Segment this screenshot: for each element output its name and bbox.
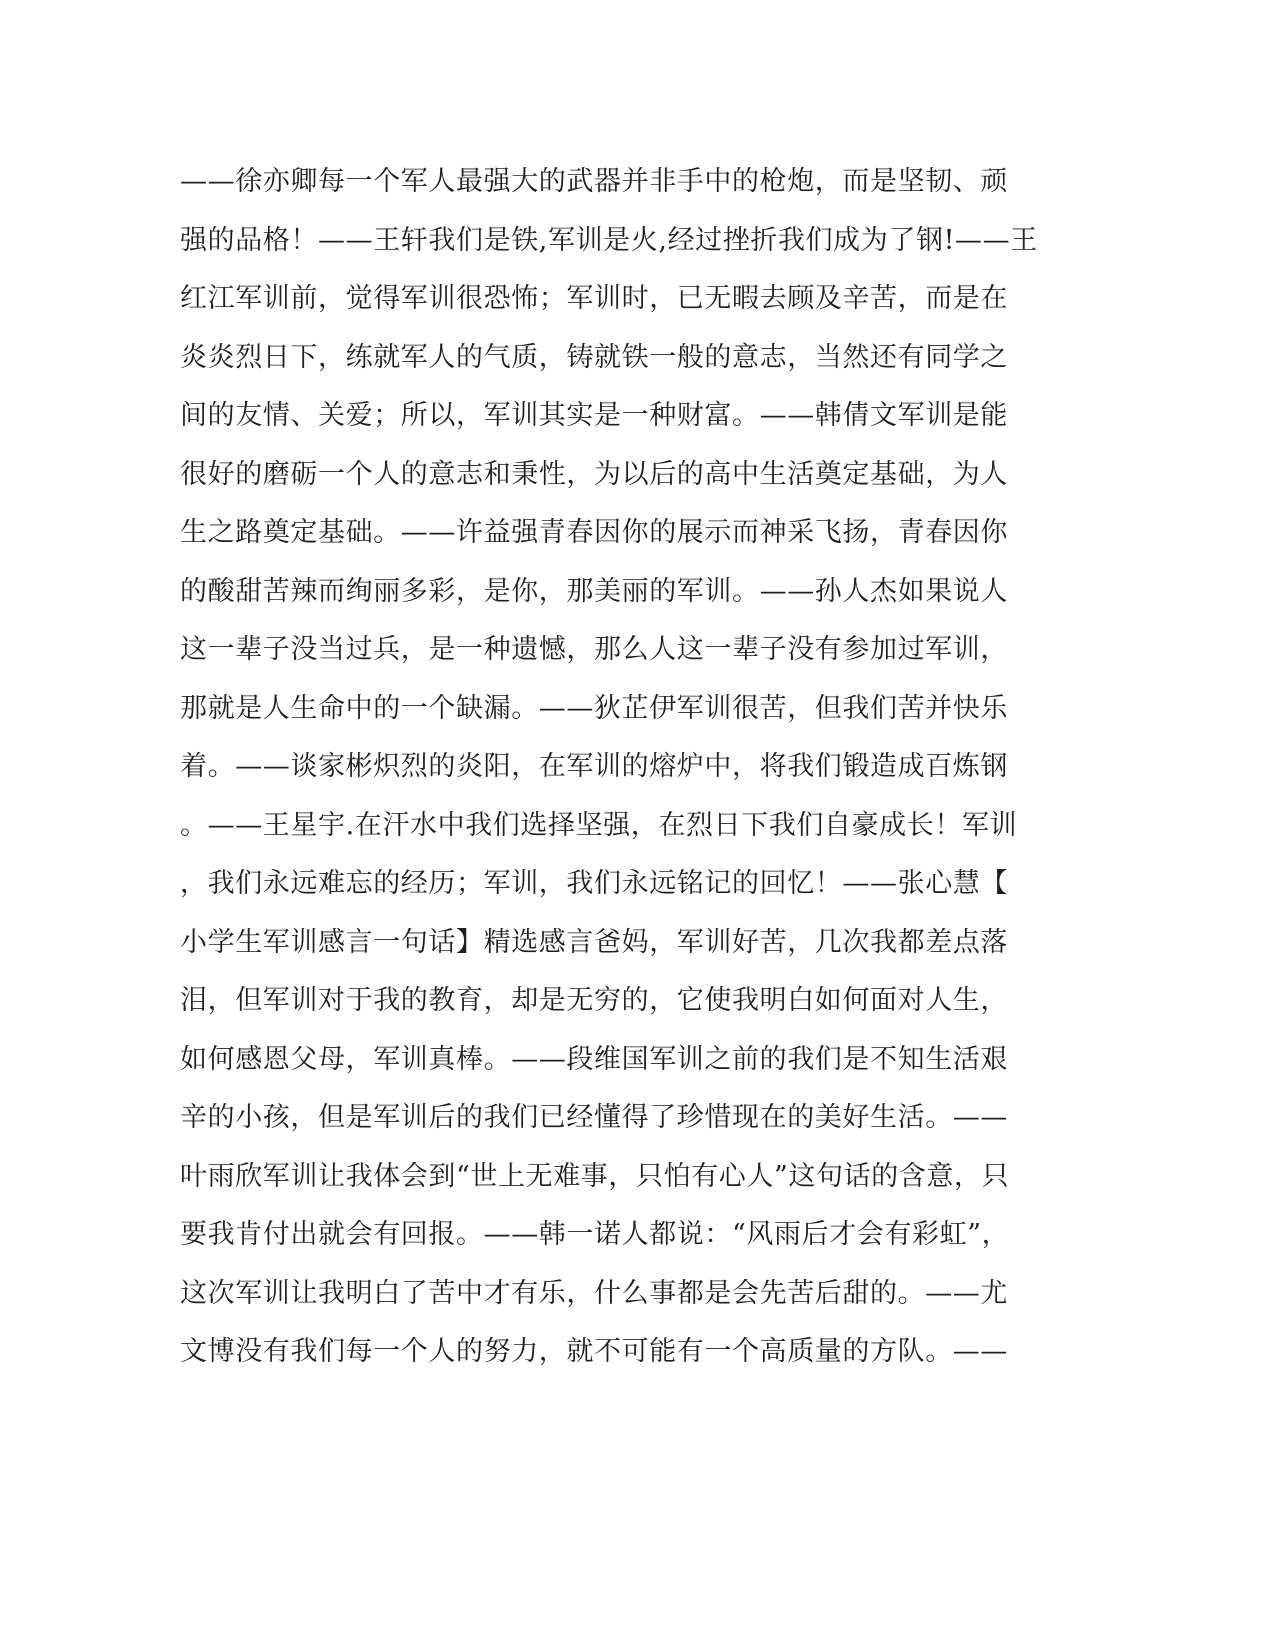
text-line: 很好的磨砺一个人的意志和秉性，为以后的高中生活奠定基础，为人 [180,458,1008,490]
text-line: 小学生军训感言一句话】精选感言爸妈，军训好苦，几次我都差点落 [180,926,1008,958]
text-line: 强的品格！——王轩我们是铁,军训是火,经过挫折我们成为了钢!——王 [180,224,1038,256]
text-line: 辛的小孩，但是军训后的我们已经懂得了珍惜现在的美好生活。—— [180,1102,1008,1133]
text-line: 的酸甜苦辣而绚丽多彩，是你，那美丽的军训。——孙人杰如果说人 [180,575,1008,607]
text-line: 这次军训让我明白了苦中才有乐，什么事都是会先苦后甜的。——尤 [180,1277,1008,1309]
text-line: ，我们永远难忘的经历；军训，我们永远铭记的回忆！——张心慧【 [180,868,1008,899]
text-line: 着。——谈家彬炽烈的炎阳，在军训的熔炉中，将我们锻造成百炼钢 [180,751,1008,782]
text-line: ——徐亦卿每一个军人最强大的武器并非手中的枪炮，而是坚韧、顽 [180,166,1008,197]
text-line: 。——王星宇.在汗水中我们选择坚强，在烈日下我们自豪成长！军训 [180,809,1018,841]
text-line: 红江军训前，觉得军训很恐怖；军训时，已无暇去顾及辛苦，而是在 [180,283,1008,314]
text-line: 那就是人生命中的一个缺漏。——狄芷伊军训很苦，但我们苦并快乐 [180,692,1008,724]
body-text [180,160,1050,1389]
text-line: 叶雨欣军训让我体会到“世上无难事，只怕有心人”这句话的含意，只 [180,1160,1010,1192]
text-line: 文博没有我们每一个人的努力，就不可能有一个高质量的方队。—— [180,1336,1008,1367]
text-line: 这一辈子没当过兵，是一种遗憾，那么人这一辈子没有参加过军训， [180,634,1008,665]
text-line: 要我肯付出就会有回报。——韩一诺人都说：“风雨后才会有彩虹”， [180,1219,1010,1250]
text-line: 如何感恩父母，军训真棒。——段维国军训之前的我们是不知生活艰 [180,1043,1008,1075]
text-line: 生之路奠定基础。——许益强青春因你的展示而神采飞扬，青春因你 [180,517,1008,548]
text-line: 泪，但军训对于我的教育，却是无穷的，它使我明白如何面对人生， [180,985,1008,1016]
text-line: 间的友情、关爱；所以，军训其实是一种财富。——韩倩文军训是能 [180,400,1008,431]
text-line: 炎炎烈日下，练就军人的气质，铸就铁一般的意志，当然还有同学之 [180,341,1008,373]
